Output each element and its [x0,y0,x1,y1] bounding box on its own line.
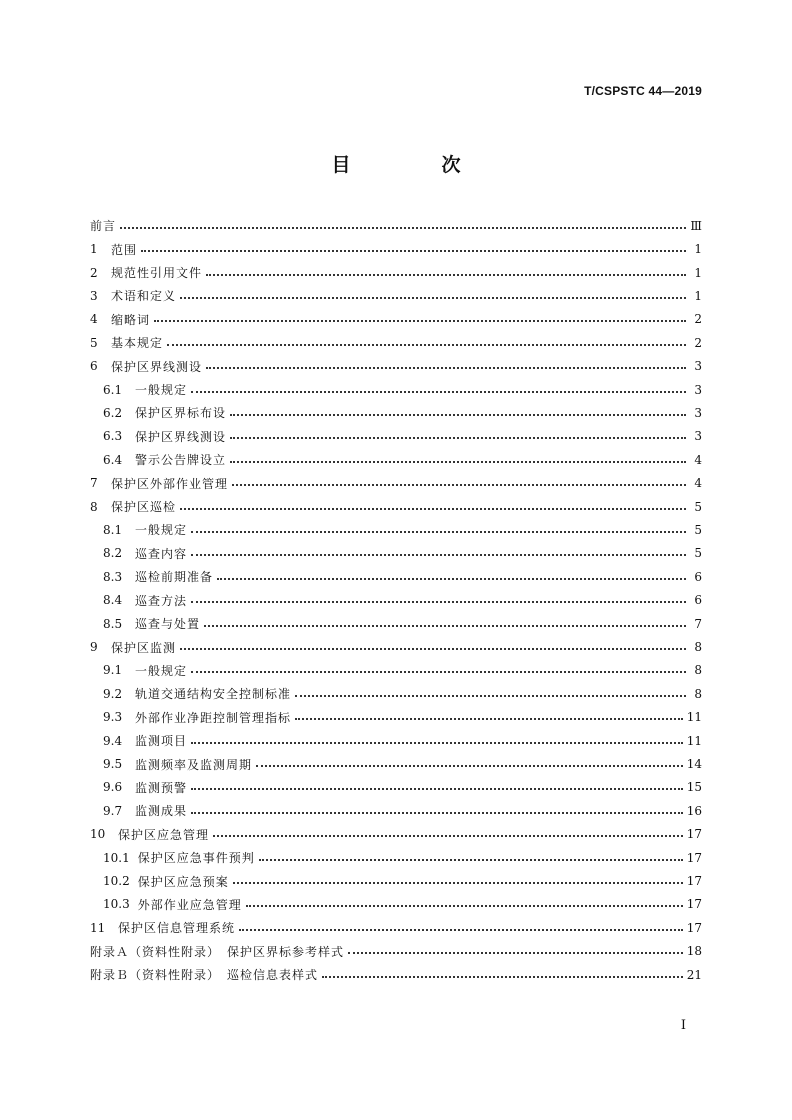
toc-entry-number: 10.2 [103,874,130,889]
toc-dot-leader [191,788,683,790]
toc-entry-number: 9.1 [103,663,123,678]
toc-entry-page: 16 [686,803,702,818]
toc-entry-page: Ⅲ [690,218,702,233]
toc-dot-leader [191,554,686,556]
toc-entry-number: 8.3 [103,569,123,584]
toc-entry[interactable] [90,284,702,307]
toc-entry-label: 监测成果 [135,804,188,819]
toc-entry-number: 8 [90,499,98,514]
toc-dot-leader [213,835,683,837]
toc-entry-page: 11 [686,733,702,748]
toc-dot-leader [120,227,686,229]
toc-entry-label: 缩略词 [111,312,151,327]
toc-entry-label: 巡查与处置 [135,617,201,632]
toc-dot-leader [180,297,686,299]
toc-entry-number: 11 [90,920,106,935]
toc-entry-label: 巡查内容 [135,546,188,561]
toc-entry-page: 3 [694,382,702,397]
toc-dot-leader [230,461,686,463]
toc-entry-number: 9 [90,640,98,655]
toc-dot-leader [295,695,686,697]
toc-entry[interactable] [90,495,702,518]
toc-entry-label: 一般规定 [135,383,188,398]
toc-entry[interactable] [90,565,702,588]
toc-entry-page: 17 [686,827,702,842]
toc-entry-label: 基本规定 [111,336,164,351]
toc-entry-number: 1 [90,242,98,257]
page-number: Ⅰ [680,1018,686,1033]
toc-entry-page: 1 [694,288,702,303]
toc-entry-number: 10.3 [103,897,130,912]
toc-entry[interactable] [90,378,702,401]
toc-entry-page: 1 [694,242,702,257]
toc-entry-label: 监测预警 [135,780,188,795]
toc-entry[interactable] [90,752,702,775]
toc-dot-leader [230,437,686,439]
toc-entry-label: 保护区信息管理系统 [118,921,236,936]
toc-entry[interactable] [90,799,702,822]
toc-entry-number: 7 [90,476,98,491]
toc-entry[interactable] [90,331,702,354]
toc-dot-leader [217,578,686,580]
toc-entry-number: 8.1 [103,522,123,537]
toc-entry[interactable] [90,893,702,916]
toc-entry-number: 2 [90,265,98,280]
toc-entry-page: 4 [694,452,702,467]
toc-dot-leader [191,601,686,603]
toc-dot-leader [180,508,686,510]
toc-entry-page: 17 [686,920,702,935]
toc-entry-number: 10 [90,827,106,842]
toc-entry[interactable] [90,261,702,284]
toc-entry-number: 9.2 [103,686,123,701]
toc-entry-number: 9.7 [103,803,123,818]
toc-entry-label: 一般规定 [135,523,188,538]
toc-entry[interactable] [90,635,702,658]
toc-entry-page: 8 [694,686,702,701]
toc-entry-label: 巡查方法 [135,593,188,608]
toc-entry-number: 8.5 [103,616,123,631]
toc-entry-page: 1 [694,265,702,280]
toc-entry-label: 前言 [90,219,117,234]
toc-entry[interactable] [90,823,702,846]
toc-dot-leader [259,859,683,861]
toc-entry-page: 4 [694,476,702,491]
toc-dot-leader [206,274,686,276]
toc-entry[interactable] [90,237,702,260]
toc-entry-number: 6.1 [103,382,123,397]
toc-dot-leader [348,952,683,954]
toc-entry[interactable] [90,308,702,331]
toc-dot-leader [191,812,683,814]
toc-entry[interactable] [90,448,702,471]
toc-entry[interactable] [90,659,702,682]
toc-entry[interactable] [90,425,702,448]
toc-entry-page: 5 [694,522,702,537]
toc-entry-label: 保护区界线测设 [135,429,227,444]
toc-entry-label: 保护区应急事件预判 [137,851,255,866]
toc-entry-label: 保护区界线测设 [111,359,203,374]
toc-entry-label: 保护区界标布设 [135,406,227,421]
standard-code: T/CSPSTC 44—2019 [584,84,702,98]
toc-entry-label: 保护区应急管理 [118,827,210,842]
toc-entry[interactable] [90,776,702,799]
toc-entry[interactable] [90,542,702,565]
toc-entry-page: 8 [694,663,702,678]
toc-entry-page: 2 [694,312,702,327]
toc-entry-page: 11 [686,710,702,725]
toc-dot-leader [239,929,683,931]
toc-entry-label: 监测频率及监测周期 [135,757,253,772]
toc-entry-label: 术语和定义 [111,289,177,304]
toc-entry[interactable] [90,729,702,752]
toc-entry[interactable] [90,612,702,635]
toc-entry-page: 3 [694,429,702,444]
toc-entry-page: 5 [694,546,702,561]
toc-entry[interactable] [90,682,702,705]
toc-entry-number: 9.4 [103,733,123,748]
page-title: 目 次 [331,154,497,176]
toc-dot-leader [246,905,683,907]
toc-entry-label: 监测项目 [135,734,188,749]
toc-entry-number: 4 [90,312,98,327]
toc-dot-leader [191,391,686,393]
toc-entry-page: 7 [694,616,702,631]
toc-entry[interactable] [90,589,702,612]
toc-entry-page: 17 [686,850,702,865]
toc-dot-leader [154,320,686,322]
toc-entry[interactable] [90,940,702,963]
toc-entry-number: 8.4 [103,593,123,608]
toc-entry-number: 5 [90,335,98,350]
toc-entry-number: 6.3 [103,429,123,444]
toc-dot-leader [191,671,686,673]
toc-entry-label: 保护区监测 [111,640,177,655]
toc-entry-label: 附录Ｂ（资料性附录） 巡检信息表样式 [90,968,319,983]
toc-entry-label: 警示公告牌设立 [135,453,227,468]
toc-entry[interactable] [90,401,702,424]
toc-entry[interactable] [90,869,702,892]
toc-entry-number: 3 [90,288,98,303]
toc-entry-number: 8.2 [103,546,123,561]
toc-entry-page: 17 [686,897,702,912]
toc-entry-number: 9.3 [103,710,123,725]
toc-dot-leader [204,625,686,627]
toc-dot-leader [141,250,686,252]
toc-entry-label: 保护区外部作业管理 [111,476,229,491]
toc-entry-label: 规范性引用文件 [111,266,203,281]
toc-entry-page: 3 [694,359,702,374]
toc-entry-label: 保护区巡检 [111,500,177,515]
toc-entry-number: 10.1 [103,850,130,865]
toc-entry-label: 范围 [111,242,138,257]
toc-entry-label: 巡检前期准备 [135,570,214,585]
toc-dot-leader [322,976,683,978]
toc-entry-number: 9.6 [103,780,123,795]
toc-dot-leader [256,765,683,767]
toc-entry-page: 6 [694,593,702,608]
toc-dot-leader [191,531,686,533]
toc-entry-page: 15 [686,780,702,795]
toc-entry-number: 6.4 [103,452,123,467]
toc-dot-leader [180,648,686,650]
toc-entry-page: 8 [694,640,702,655]
toc-entry[interactable] [90,354,702,377]
toc-entry-page: 3 [694,405,702,420]
toc-entry-page: 5 [694,499,702,514]
toc-entry[interactable] [90,846,702,869]
toc-entry[interactable] [90,706,702,729]
toc-entry-page: 14 [686,757,702,772]
toc-dot-leader [167,344,686,346]
toc-entry-page: 18 [686,944,702,959]
toc-entry-label: 轨道交通结构安全控制标准 [135,687,292,702]
toc-dot-leader [232,484,686,486]
toc-dot-leader [191,742,683,744]
toc-entry[interactable] [90,963,702,986]
toc-entry-label: 外部作业应急管理 [137,897,242,912]
toc-entry[interactable] [90,916,702,939]
toc-entry-number: 6 [90,359,98,374]
toc-entry[interactable] [90,214,702,237]
toc-entry-page: 6 [694,569,702,584]
toc-entry[interactable] [90,518,702,541]
toc-entry-page: 2 [694,335,702,350]
toc-dot-leader [230,414,686,416]
toc-dot-leader [206,367,686,369]
toc-entry-label: 保护区应急预案 [137,874,229,889]
table-of-contents [90,214,702,986]
toc-entry-page: 21 [686,967,702,982]
toc-dot-leader [233,882,683,884]
toc-entry-number: 6.2 [103,405,123,420]
toc-entry-label: 一般规定 [135,663,188,678]
toc-entry-label: 附录Ａ（资料性附录） 保护区界标参考样式 [90,944,345,959]
toc-entry-page: 17 [686,874,702,889]
toc-entry-number: 9.5 [103,757,123,772]
toc-entry-label: 外部作业净距控制管理指标 [135,710,292,725]
toc-entry[interactable] [90,471,702,494]
toc-dot-leader [295,718,683,720]
